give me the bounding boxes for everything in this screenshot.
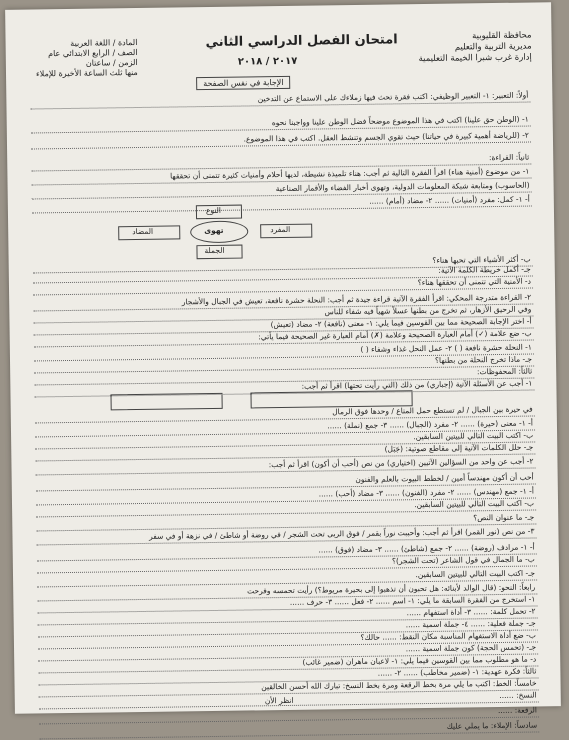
question-line: ثانياً: القراءة: [488,152,530,163]
question-line: ٢- (للرياضة أهمية كبيرة في حياتنا) حيث تقوي الجسم وتنشط العقل. اكتب في هذا الموضوع. [243,130,529,144]
question-line: ب- اكتب البيت التالي للبيتين السابقين. [414,498,535,510]
question-line: أحب أن أكون مهندساً أمين / لخطط البيوت بالعلم والفنون [355,472,534,485]
header-line: الصف / الرابع الابتدائي عام [48,48,138,59]
syllable-boxes-a [250,390,412,408]
header-left [36,38,138,79]
header-line: محافظة القليوبية [472,30,532,42]
question-line: خامساً: الخط: اكتب ما يلي مرة بخط الرقعة ومرة بخط النسخ: تبارك الله أحسن الخالقين [261,678,537,692]
question-line: ب- ضع أداة الاستفهام المناسبة مكان النقط: ...... حالك؟ [360,630,536,642]
header-right [418,30,532,65]
question-line: جـ- اكتب البيت التالي للبيتين السابقين. [415,568,536,580]
question-line: جـ- أكمل خريطة الكلمة الآتية: [438,264,531,275]
question-line: أ- ١- جمع (مهندس) ...... ٢- مفرد (الفنون) ...... ٣- مضاد (أحب) ...... [318,486,534,499]
question-line: في حيرة بين الجبال / لم تستطع حمل المتاع / وحدها فوق الرمال [332,404,533,417]
question-line: ثالثاً: فكرة عهدية: ١- (ضمير مخاطب) ...... ٢- ...... [377,666,537,678]
question-line: الرقعة: ...... [497,705,538,716]
wordmap-bottom-label: الجملة [204,245,225,256]
question-line: ب- اكتب البيت التالي للبيتين السابقين. [413,430,534,442]
question-line: ٢- أجب عن واحد من السؤالين الآتيين (اختياري) من نص (أحب أن أكون) اقرأ ثم أجب: [268,456,534,470]
question-line: أ- ١- كمل: مفرد (أمنيات) ...... ٢- مضاد (أمام) ...... [369,194,530,206]
question-line: ب- أكثر الأشياء التي تحبها هناء؟ [432,254,531,265]
question-line: رابعاً: النحو: (قال الوالد لأبنائه: هل تحبون أن تذهبوا إلى بحيرة مريوط؟) رأيت تحمسه وفرحت [247,582,536,596]
page-footer: انظر الأن [264,695,294,706]
header-line: الزمن / ساعتان [85,58,138,68]
question-line: ٣- من نص (نور القمر) اقرأ ثم أجب: وأحببت نوراً بقمر / فوق الربى تحت الشجر / في روضة أو شاطئ / في نزهة أو في سفر [148,526,535,541]
question-line: أ- ١- معنى (حيرة) ...... ٢- مفرد (الجبال) ...... ٣- جمع (نملة) ...... [327,418,533,431]
question-line: النسخ: ...... [499,690,537,701]
question-line: د- ما هو مطلوب مما بين القوسين فيما يلي: ١- لاعبان ماهران (ضمير غائب) [302,654,537,667]
header-line: منها ثلث الساعة الأخيرة للإملاء [35,67,138,79]
instruction-box: الإجابة في نفس الصفحة [196,76,291,90]
question-line: أولاً: التعبير: ١- التعبير الوظيفي: اكتب فقرة تحث فيها زملاءك على الاستماع عن التدخين [257,90,529,104]
answer-line[interactable] [32,206,532,214]
question-line: أ- اختر الإجابة الصحيحة مما بين القوسين فيما يلي: ١- معنى (نافعة) ٢- مضاد (تعيش) [270,316,532,330]
answer-line[interactable] [39,731,539,739]
answer-line[interactable] [36,509,536,517]
answer-line[interactable] [34,365,534,373]
question-line: جـ- ماذا تخرج النحلة من بطنها؟ [434,354,533,365]
question-line: ب- ضع علامة (✓) أمام العبارة الصحيحة وعلامة (✗) أمام العبارة غير الصحيحة فيما يأتي: [258,328,532,342]
question-line: (الحاسوب) ومتابعة شبكة المعلومات الدولية، وتهوى أخبار الفضاء والأقمار الصناعية [275,180,530,194]
question-line: د- الأمنية التي تتمنى أن تحققها هناء؟ [417,276,532,288]
wordmap-right-label: المفرد [270,224,291,235]
question-line: أ- ١- مرادف (روضة) ...... ٢- جمع (شاطئ) ...... ٣- مضاد (فوق) ...... [318,542,535,555]
exam-title: امتحان الفصل الدراسي الثاني [205,32,398,51]
header-line: إدارة غرب شبرا الخيمة التعليمية [418,52,532,65]
exam-year: ٢٠١٧ / ٢٠١٨ [237,55,298,68]
question-line: ٢- تحمل كلمة: ...... ٣- أداة استفهام ...... [406,606,536,618]
question-line: ١- (الوطن حق علينا) اكتب في هذا الموضوع موضحاً فضل الوطن علينا وواجبنا نحوه [271,114,529,128]
question-line: ١- النحلة حشرة نافعة ( ) ٢- عمل النحل غذاء وشفاء ( ) [360,342,532,354]
exam-paper [5,2,561,731]
syllable-boxes-b [110,393,222,411]
header-line: المادة / اللغة العربية [70,38,138,48]
question-line: جـ- ما عنوان النص؟ [473,512,535,523]
wordmap-center-label: تهوى [204,225,224,236]
question-line: ١- أجب عن الأسئلة الآتية (إجباري) من ذلك (التي رأيت تحتها) اقرأ ثم أجب: [301,378,533,391]
question-line: جـ- (تحمس الحجة) كون جملة اسمية ...... [405,642,537,654]
wordmap-left-label: المضاد [132,226,154,237]
question-line: ٢- القراءة متدرجة المحكي: اقرأ الفقرة الآتية قراءة جيدة ثم أجب: النحلة حشرة نافعة، تعيش في الجبال والأشجار [181,292,532,307]
question-line: جـ- جملة فعلية: ...... ٤- جملة اسمية ...... [405,618,536,630]
question-line: وفي الرحيق الأزهار، ثم تخرج من بطنها عسلاً شهياً فيه شفاء للناس [324,304,532,317]
question-line: ١- استخرج من الفقرة السابقة ما يلي: ١- اسم ...... ٢- فعل ...... ٣- حرف ...... [289,594,536,607]
question-line: ١- من موضوع (أمنية هناء) اقرأ الفقرة التالية ثم أجب: هناء تلميذة نشيطة، لديها أحلام وأمنيات كثيرة تتمنى أن تحققها [169,166,530,181]
header-line: مديرية التربية والتعليم [454,41,532,53]
question-line: جـ- حلل الكلمات الآتية إلى مقاطع صوتية: (جَبَل) [384,442,534,454]
wordmap-top-label: النوع [205,205,221,216]
question-line: سادساً: الإملاء: ما يملي عليك [446,720,538,731]
question-line: ثالثاً: المحفوظات: [476,366,533,377]
question-line: ب- ما الجمال في قول الشاعر (تحت الشجر)؟ [391,554,535,566]
